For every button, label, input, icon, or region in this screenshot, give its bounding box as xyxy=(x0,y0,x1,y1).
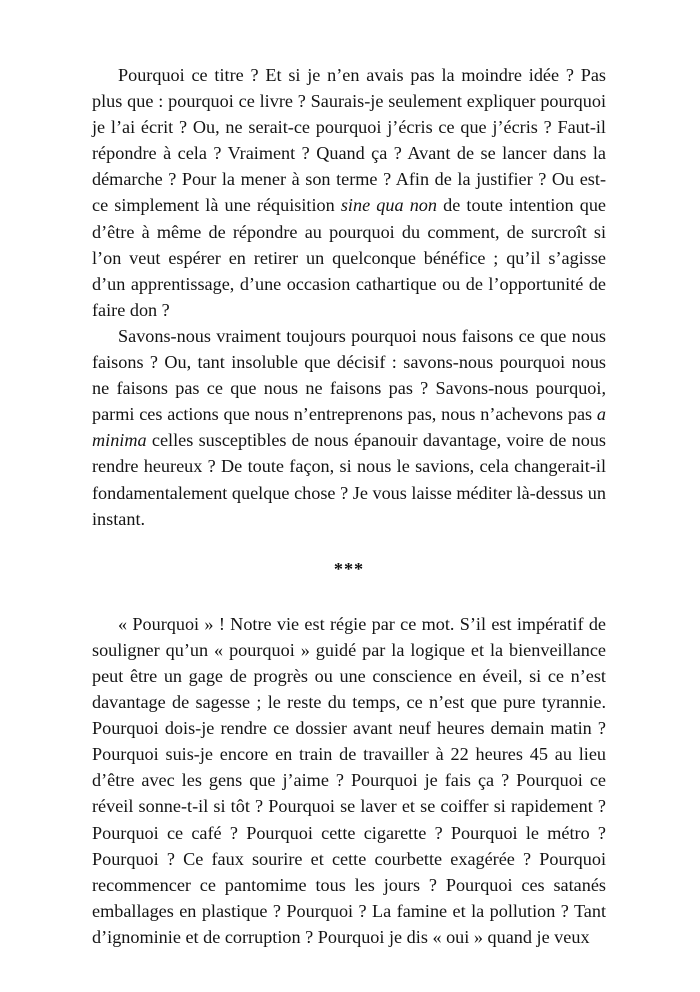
document-page xyxy=(92,62,606,950)
paragraph-3: « Pourquoi » ! Notre vie est régie par ce mot. S’il est impératif de souligner qu’un « pourquoi » guidé par la logique et la bienveillance peut être un gage de progrès ou une conscience en éveil, si ce n’est davantage de sagesse ; le reste du temps, ce n’est que pure tyrannie. Pourquoi dois-je rendre ce dossier avant neuf heures demain matin ? Pourquoi suis-je encore en train de travailler à 22 heures 45 au lieu d’être avec les gens que j’aime ? Pourquoi je fais ça ? Pourquoi ce réveil sonne-t-il si tôt ? Pourquoi se laver et se coiffer si rapidement ? Pourquoi ce café ? Pourquoi cette cigarette ? Pourquoi le métro ? Pourquoi ? Ce faux sourire et cette courbette exagérée ? Pourquoi recommencer ce pantomime tous les jours ? Pourquoi ces satanés emballages en plastique ? Pourquoi ? La famine et la pollution ? Tant d’ignominie et de corruption ? Pourquoi je dis « oui » quand je veux xyxy=(92,613,606,947)
paragraph-2-text-b: celles susceptibles de nous épanouir davantage, voire de nous rendre heureux ? De toute façon, si nous le savions, cela changerait-il fondamentalement quelque chose ? Je vous laisse méditer là-dessus un instant. xyxy=(92,430,606,529)
paragraph-2 xyxy=(92,323,606,532)
paragraph-2-latin-phrase: a minima xyxy=(92,404,606,451)
paragraph-1-latin-phrase: sine qua non xyxy=(340,195,437,216)
paragraph-1-text-a: Pourquoi ce titre ? Et si je n’en avais pas la moindre idée ? Pas plus que : pourquoi ce livre ? Saurais-je seulement expliquer pourquoi je l’ai écrit ? Ou, ne serait-ce pourquoi j’écris ce que j’écris ? Faut-il répondre à cela ? Vraiment ? Quand ça ? Avant de se lancer dans la démarche ? Pour la mener à son terme ? Afin de la justifier ? Ou est-ce simplement là une réquisition xyxy=(92,65,606,216)
section-separator: *** xyxy=(333,558,365,579)
paragraph-1 xyxy=(92,62,606,323)
paragraph-2-text-a: Savons-nous vraiment toujours pourquoi nous faisons ce que nous faisons ? Ou, tant insoluble que décisif : savons-nous pourquoi nous ne faisons pas ce que nous ne faisons pas ? Savons-nous pourquoi, parmi ces actions que nous n’entreprenons pas, nous n’achevons pas xyxy=(92,325,606,425)
paragraph-1-text-b: de toute intention que d’être à même de répondre au pourquoi du comment, de surcroît si l’on veut espérer en retirer un quelconque bénéfice ; qu’il s’agisse d’un apprentissage, d’une occasion cathartique ou de l’opportunité de faire don ? xyxy=(92,195,606,320)
